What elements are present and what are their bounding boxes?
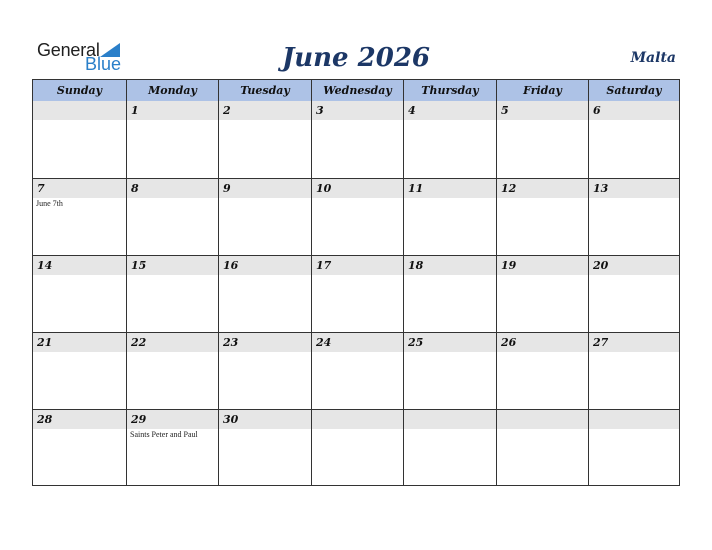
day-number-band (33, 101, 126, 120)
day-cell[interactable] (588, 256, 679, 332)
day-number: 27 (593, 336, 609, 349)
day-cell[interactable] (311, 179, 403, 255)
day-cell[interactable] (311, 333, 403, 409)
weekday-tuesday: Tuesday (218, 80, 311, 101)
day-number-band (219, 179, 311, 198)
day-cell[interactable] (218, 410, 311, 486)
weekday-thursday: Thursday (403, 80, 496, 101)
holiday-label: June 7th (36, 199, 63, 208)
day-number: 21 (37, 336, 53, 349)
day-number: 30 (223, 413, 239, 426)
week-row (33, 409, 679, 486)
day-number: 19 (501, 259, 517, 272)
day-number: 10 (316, 182, 332, 195)
day-number-band (404, 410, 496, 429)
calendar-title: June 2026 (281, 43, 431, 73)
day-cell[interactable] (218, 333, 311, 409)
day-cell[interactable] (33, 333, 126, 409)
day-number-band (219, 101, 311, 120)
day-number: 25 (408, 336, 424, 349)
day-number: 26 (501, 336, 517, 349)
day-number: 22 (131, 336, 147, 349)
day-number: 11 (408, 182, 424, 195)
week-row (33, 332, 679, 409)
day-number: 12 (501, 182, 517, 195)
day-cell[interactable] (311, 410, 403, 486)
logo-text-blue: Blue (85, 54, 122, 74)
day-number-band (312, 410, 403, 429)
day-cell[interactable] (588, 333, 679, 409)
day-cell[interactable] (588, 410, 679, 486)
day-number-band (33, 179, 126, 198)
day-number: 5 (501, 104, 509, 117)
day-number-band (127, 179, 218, 198)
weekday-sunday: Sunday (56, 84, 103, 97)
day-cell[interactable] (496, 333, 588, 409)
weekday-saturday: Saturday (588, 80, 679, 101)
day-number-band (404, 101, 496, 120)
day-number-band (589, 101, 679, 120)
day-cell[interactable] (33, 179, 126, 255)
day-cell[interactable] (33, 410, 126, 486)
day-cell[interactable] (496, 256, 588, 332)
day-number-band (497, 101, 588, 120)
day-number: 9 (223, 182, 231, 195)
day-cell[interactable] (218, 179, 311, 255)
day-cell[interactable] (588, 179, 679, 255)
day-number: 1 (131, 104, 139, 117)
day-number: 7 (37, 182, 45, 195)
day-number: 23 (223, 336, 239, 349)
day-number: 15 (131, 259, 147, 272)
day-cell[interactable] (126, 256, 218, 332)
day-number: 17 (316, 259, 332, 272)
day-cell[interactable] (33, 256, 126, 332)
day-cell[interactable] (403, 410, 496, 486)
day-number: 3 (316, 104, 324, 117)
calendar-grid (32, 79, 680, 486)
country-label: Malta (630, 50, 676, 66)
weekday-monday: Monday (126, 80, 218, 101)
day-cell[interactable] (218, 101, 311, 178)
weekday-header-row (33, 80, 679, 102)
holiday-label: Saints Peter and Paul (130, 430, 198, 439)
day-number-band (497, 410, 588, 429)
day-cell[interactable] (126, 410, 218, 486)
day-number: 13 (593, 182, 609, 195)
day-number-band (589, 410, 679, 429)
day-number: 2 (223, 104, 231, 117)
day-cell[interactable] (403, 179, 496, 255)
day-cell[interactable] (218, 256, 311, 332)
week-row (33, 255, 679, 332)
day-number: 8 (131, 182, 139, 195)
day-cell[interactable] (496, 410, 588, 486)
day-cell[interactable] (403, 101, 496, 178)
weekday-friday: Friday (496, 80, 588, 101)
day-cell[interactable] (588, 101, 679, 178)
weekday-wednesday: Wednesday (311, 80, 403, 101)
logo-text-general: General (37, 40, 100, 60)
day-cell[interactable] (126, 179, 218, 255)
day-number: 14 (37, 259, 53, 272)
day-number: 20 (593, 259, 609, 272)
day-cell[interactable] (311, 101, 403, 178)
day-cell[interactable] (33, 101, 126, 178)
day-number-band (127, 101, 218, 120)
week-row (33, 101, 679, 178)
week-row (33, 178, 679, 255)
day-cell[interactable] (496, 179, 588, 255)
day-cell[interactable] (496, 101, 588, 178)
day-number: 28 (37, 413, 53, 426)
day-number: 29 (131, 413, 147, 426)
day-number: 18 (408, 259, 424, 272)
day-cell[interactable] (311, 256, 403, 332)
day-number: 6 (593, 104, 601, 117)
day-number: 4 (408, 104, 416, 117)
day-cell[interactable] (126, 333, 218, 409)
day-number: 16 (223, 259, 239, 272)
day-cell[interactable] (126, 101, 218, 178)
day-number-band (312, 101, 403, 120)
day-cell[interactable] (403, 333, 496, 409)
day-cell[interactable] (403, 256, 496, 332)
day-number: 24 (316, 336, 332, 349)
